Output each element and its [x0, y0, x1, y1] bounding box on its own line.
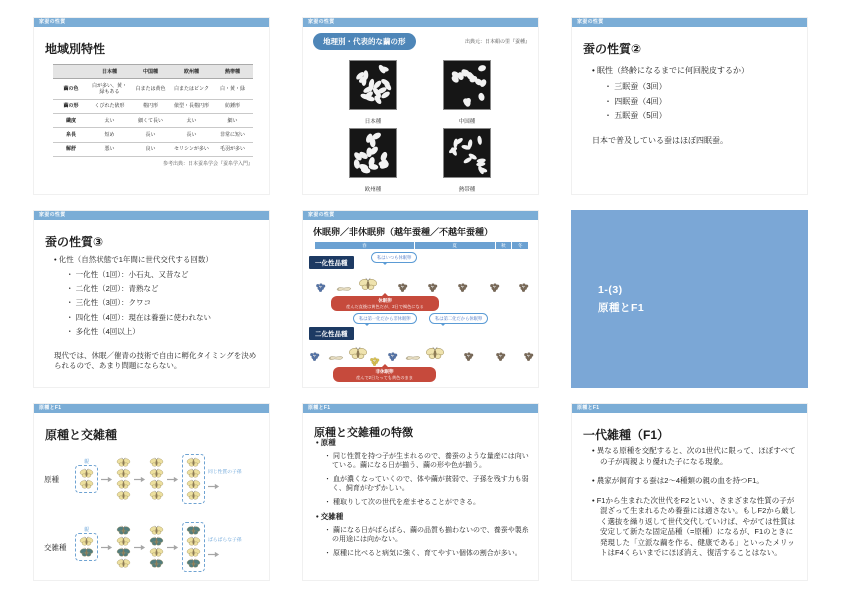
egg-cluster-icon — [397, 283, 408, 292]
moth-icon — [149, 525, 164, 536]
cocoon-figure — [443, 128, 491, 193]
speech-bubble: 私は第二化だから休眠卵 — [429, 313, 488, 324]
row-label: 繊度 — [65, 117, 76, 124]
row-label: 繭の形 — [63, 103, 79, 110]
moth-icon — [116, 490, 131, 501]
egg-cluster-icon — [518, 283, 529, 292]
arrow-icon — [134, 544, 146, 551]
table-row — [53, 142, 253, 156]
parent-group — [75, 527, 98, 561]
diapause-egg-callout — [331, 296, 439, 311]
moth-icon — [186, 490, 201, 501]
slide-title-badge: 地理別・代表的な繭の形 — [313, 33, 416, 50]
section-number: 1-(3) — [598, 284, 623, 296]
callout-title: 非休眠卵 — [375, 369, 394, 374]
section-title: 原種とF1 — [598, 301, 645, 314]
result-column — [208, 468, 242, 490]
result-label: ばらばらな子孫 — [208, 538, 242, 543]
callout-text: 産んで2日たっても黄色のまま — [356, 374, 413, 380]
section-tab: 家蚕の性質 — [34, 18, 269, 27]
cocoon-figure — [443, 60, 491, 125]
bullet-item: • 異なる原種を交配すると、次の1世代に限って、ほぼすべての子が両親より優れた子になる現象。 — [592, 446, 798, 467]
generation-group — [149, 525, 164, 569]
moth-icon — [116, 547, 131, 558]
table-corner-cell — [53, 65, 89, 79]
moth-icon — [149, 457, 164, 468]
cocoon-figure — [349, 60, 397, 125]
moth-icon — [116, 468, 131, 479]
cell: 長い — [186, 131, 197, 138]
moth-icon — [358, 277, 378, 292]
section-tab: 家蚕の性質 — [303, 211, 538, 220]
egg-cluster-icon — [457, 283, 468, 292]
moth-icon — [186, 457, 201, 468]
sub-bullet-item: ・ 繭になる日がばらばら、繭の品質も揃わないので、養蚕や製糸の用途には向かない。 — [324, 526, 531, 544]
col-header: 熱帯種 — [212, 65, 253, 79]
slide-diapause-eggs — [302, 210, 539, 388]
moth-icon — [116, 536, 131, 547]
slide-silkworm-property-2 — [571, 17, 808, 195]
group-heading: • 原種 — [316, 438, 531, 448]
egg-cluster-icon — [523, 352, 534, 361]
slide-title: 原種と交雑種 — [45, 428, 118, 442]
sub-bullet-item: ・ 四眠蚕（4回） — [604, 97, 799, 108]
group-heading: • 交雑種 — [316, 512, 531, 522]
season-segment-autumn: 秋 — [496, 242, 512, 249]
slide-title: 蚕の性質③ — [45, 235, 104, 249]
hybrid-row — [44, 522, 267, 572]
sub-bullet-item: ・ 三化性（3回）：クワコ — [66, 298, 261, 308]
cell: 長い — [145, 131, 156, 138]
cell: 白が多い、黄・緑もある — [91, 82, 127, 95]
offspring-group — [182, 522, 205, 572]
egg-cluster-icon — [463, 352, 474, 361]
cocoon-photo — [443, 60, 491, 110]
cell: 紡錘形 — [224, 103, 240, 110]
figure-caption: 熱帯種 — [458, 187, 476, 193]
moth-icon — [186, 547, 201, 558]
speech-bubble: 私はいつも休眠卵 — [371, 252, 417, 263]
table-row — [53, 79, 253, 100]
lifecycle-row-2 — [303, 335, 538, 361]
moth-icon — [186, 468, 201, 479]
season-segment-spring: 春 — [315, 242, 414, 249]
arrow-icon — [101, 544, 113, 551]
cell: くびれた俵形 — [94, 103, 125, 110]
lifecycle-row-1 — [303, 266, 538, 292]
generation-group — [149, 457, 164, 501]
result-label: 同じ性質の子孫 — [208, 470, 242, 475]
slide-regional-traits — [33, 17, 270, 195]
egg-cluster-icon — [489, 283, 500, 292]
arrow-icon — [101, 476, 113, 483]
moth-icon — [116, 558, 131, 569]
season-timeline — [315, 242, 528, 249]
result-column — [208, 536, 242, 558]
univoltine-label: 一化性品種 — [309, 256, 354, 269]
season-segment-summer: 夏 — [415, 242, 495, 249]
bivoltine-label: 二化性品種 — [309, 327, 354, 340]
section-tab: 原種とF1 — [34, 404, 269, 413]
section-divider-text — [598, 282, 644, 318]
cell: 太い — [104, 117, 115, 124]
moth-icon — [149, 479, 164, 490]
moth-icon — [79, 536, 94, 547]
moth-icon — [348, 346, 368, 361]
larva-icon — [328, 354, 344, 361]
figure-caption: 欧州種 — [364, 187, 382, 193]
note-text: 現代では、休眠／催青の技術で自由に孵化タイミングを決められるので、あまり問題にならない。 — [54, 350, 257, 370]
slide-cocoon-shapes — [302, 17, 539, 195]
slide-silkworm-property-3 — [33, 210, 270, 388]
slide-title: 一代雑種（F1） — [583, 428, 670, 442]
egg-cluster-icon — [309, 352, 320, 361]
figure-caption: 日本種 — [364, 119, 382, 125]
table-row — [53, 99, 253, 113]
moth-icon — [116, 479, 131, 490]
slide-strain-vs-hybrid — [33, 403, 270, 581]
moth-icon — [116, 457, 131, 468]
sub-bullet-item: ・ 五眠蚕（5回） — [604, 111, 799, 122]
traits-table — [53, 64, 253, 157]
section-tab: 家蚕の性質 — [303, 18, 538, 27]
cocoon-photo — [349, 60, 397, 110]
moth-icon — [116, 525, 131, 536]
sub-bullet-item: ・ 血が濃くなっていくので、体や繭が貧弱で、子孫を残す力も弱く、飼育がむずかしい。 — [324, 475, 531, 493]
moth-icon — [149, 536, 164, 547]
moth-icon — [149, 468, 164, 479]
cocoon-figure — [349, 128, 397, 193]
cell: 白または黄色 — [135, 85, 166, 92]
table-row — [53, 128, 253, 142]
cocoon-photo — [443, 128, 491, 178]
season-segment-winter: 冬 — [512, 242, 528, 249]
offspring-group — [182, 454, 205, 504]
section-tab: 原種とF1 — [303, 404, 538, 413]
bullet-item: • F1から生まれた次世代をF2といい、さまざまな性質の子が混ざって生まれるため養蚕には適さない。もしF2から厳しく選抜を繰り返して世代交代していけば、やがては性質は安定して新たな固定品種（=原種）になるが、F1のときに発現した「立派な繭を作る、健康である」といったメリットはF4くらいまでにほぼ消え、復活することはない。 — [592, 496, 798, 559]
callout-title: 休眠卵 — [378, 298, 392, 303]
section-tab: 原種とF1 — [572, 404, 807, 413]
moth-icon — [149, 558, 164, 569]
source-caption: 出典元：日本絹の里『蚕種』 — [464, 39, 530, 45]
parent-tag: 親 — [83, 459, 90, 465]
moth-icon — [149, 490, 164, 501]
traits-table-wrap — [53, 64, 253, 167]
arrow-icon — [208, 551, 220, 558]
egg-cluster-icon — [387, 352, 398, 361]
non-diapause-egg-callout — [333, 367, 436, 382]
col-header: 中国種 — [130, 65, 171, 79]
section-tab: 家蚕の性質 — [572, 18, 807, 27]
parent-tag: 親 — [83, 527, 90, 533]
parent-group — [75, 459, 98, 493]
egg-cluster-icon — [369, 357, 380, 366]
figure-caption: 中国種 — [458, 119, 476, 125]
moth-icon — [186, 558, 201, 569]
moth-icon — [425, 346, 445, 361]
moth-icon — [79, 547, 94, 558]
moth-icon — [186, 525, 201, 536]
cell: 太い — [186, 117, 197, 124]
bullet-item: • 眠性（終齢になるまでに何回脱皮するか） — [592, 66, 799, 77]
sub-bullet-item: ・ 四化性（4回）：現在は養蚕に使われない — [66, 313, 261, 323]
sub-bullet-item: ・ 多化性（4回以上） — [66, 327, 261, 337]
cell: 良い — [145, 146, 156, 152]
arrow-icon — [167, 544, 179, 551]
slide-title: 休眠卵／非休眠卵（越年蚕種／不越年蚕種） — [313, 227, 494, 237]
arrow-icon — [208, 483, 220, 490]
slide-section-divider — [571, 210, 808, 388]
moth-icon — [79, 479, 94, 490]
table-row — [53, 114, 253, 128]
egg-cluster-icon — [427, 283, 438, 292]
slide-title: 原種と交雑種の特徴 — [314, 427, 413, 439]
cell: 白・黄・緑 — [219, 85, 245, 92]
row-label: 繭の色 — [63, 85, 79, 92]
larva-icon — [336, 285, 352, 292]
slide-title: 蚕の性質② — [583, 42, 642, 56]
cell: 細くて長い — [137, 117, 163, 124]
sub-bullet-item: ・ 原種に比べると病気に強く、育てやすい個体の割合が多い。 — [324, 549, 531, 558]
sub-bullet-item: ・ 一化性（1回）：小石丸、又昔など — [66, 270, 261, 280]
bullet-item: • 農家が飼育する蚕は2〜4種類の親の血を持つF1。 — [592, 476, 798, 487]
arrow-icon — [134, 476, 146, 483]
moth-icon — [79, 468, 94, 479]
cell: 短め — [104, 131, 115, 138]
sub-bullet-item: ・ 三眠蚕（3回） — [604, 82, 799, 93]
table-source-caption: 参考出典：日本蚕糸学会『蚕糸学入門』 — [162, 160, 253, 167]
pure-strain-row — [44, 454, 267, 504]
cell: 細い — [227, 117, 238, 124]
sub-bullet-item: ・ 二化性（2回）：青熟など — [66, 284, 261, 294]
callout-text: 産んだ直後は黄色だが、2日で褐色になる — [346, 303, 424, 309]
sub-bullet-item: ・ 同じ性質を持つ子が生まれるので、養蚕のような量産には向いている。繭になる日が揃う、繭の形や色が揃う。 — [324, 452, 531, 470]
cell: 俵型・長楕円形 — [173, 103, 209, 110]
moth-icon — [186, 536, 201, 547]
cell: セリシンが多い — [174, 146, 209, 152]
cocoon-photo — [349, 128, 397, 178]
cell: 悪い — [104, 146, 115, 152]
slide-title: 地域別特性 — [45, 42, 106, 56]
larva-icon — [405, 354, 421, 361]
bullet-item: • 化性（自然状態で1年間に世代交代する回数） — [54, 255, 261, 265]
row-label: 解舒 — [65, 146, 76, 152]
cell: 楕円形 — [142, 103, 158, 110]
arrow-icon — [167, 476, 179, 483]
speech-bubble: 私は第一化だから非休眠卵 — [353, 313, 417, 324]
generation-group — [116, 525, 131, 569]
slide-strain-hybrid-features — [302, 403, 539, 581]
note-text: 日本で普及している蚕はほぼ四眠蚕。 — [592, 136, 728, 146]
col-header: 日本種 — [89, 65, 130, 79]
sub-bullet-item: ・ 種取りして次の世代を産ませることができる。 — [324, 498, 531, 507]
moth-icon — [149, 547, 164, 558]
row-label: 糸長 — [65, 131, 76, 138]
row-label: 交雑種 — [44, 542, 67, 552]
section-tab: 家蚕の性質 — [34, 211, 269, 220]
egg-cluster-icon — [315, 283, 326, 292]
cell: 白またはピンク — [174, 85, 209, 92]
moth-icon — [186, 479, 201, 490]
cell: 非常に短い — [219, 131, 245, 138]
cell: 毛羽が多い — [219, 146, 245, 152]
egg-cluster-icon — [495, 352, 506, 361]
row-label: 原種 — [44, 474, 59, 484]
col-header: 欧州種 — [171, 65, 212, 79]
slide-f1-hybrid — [571, 403, 808, 581]
generation-group — [116, 457, 131, 501]
